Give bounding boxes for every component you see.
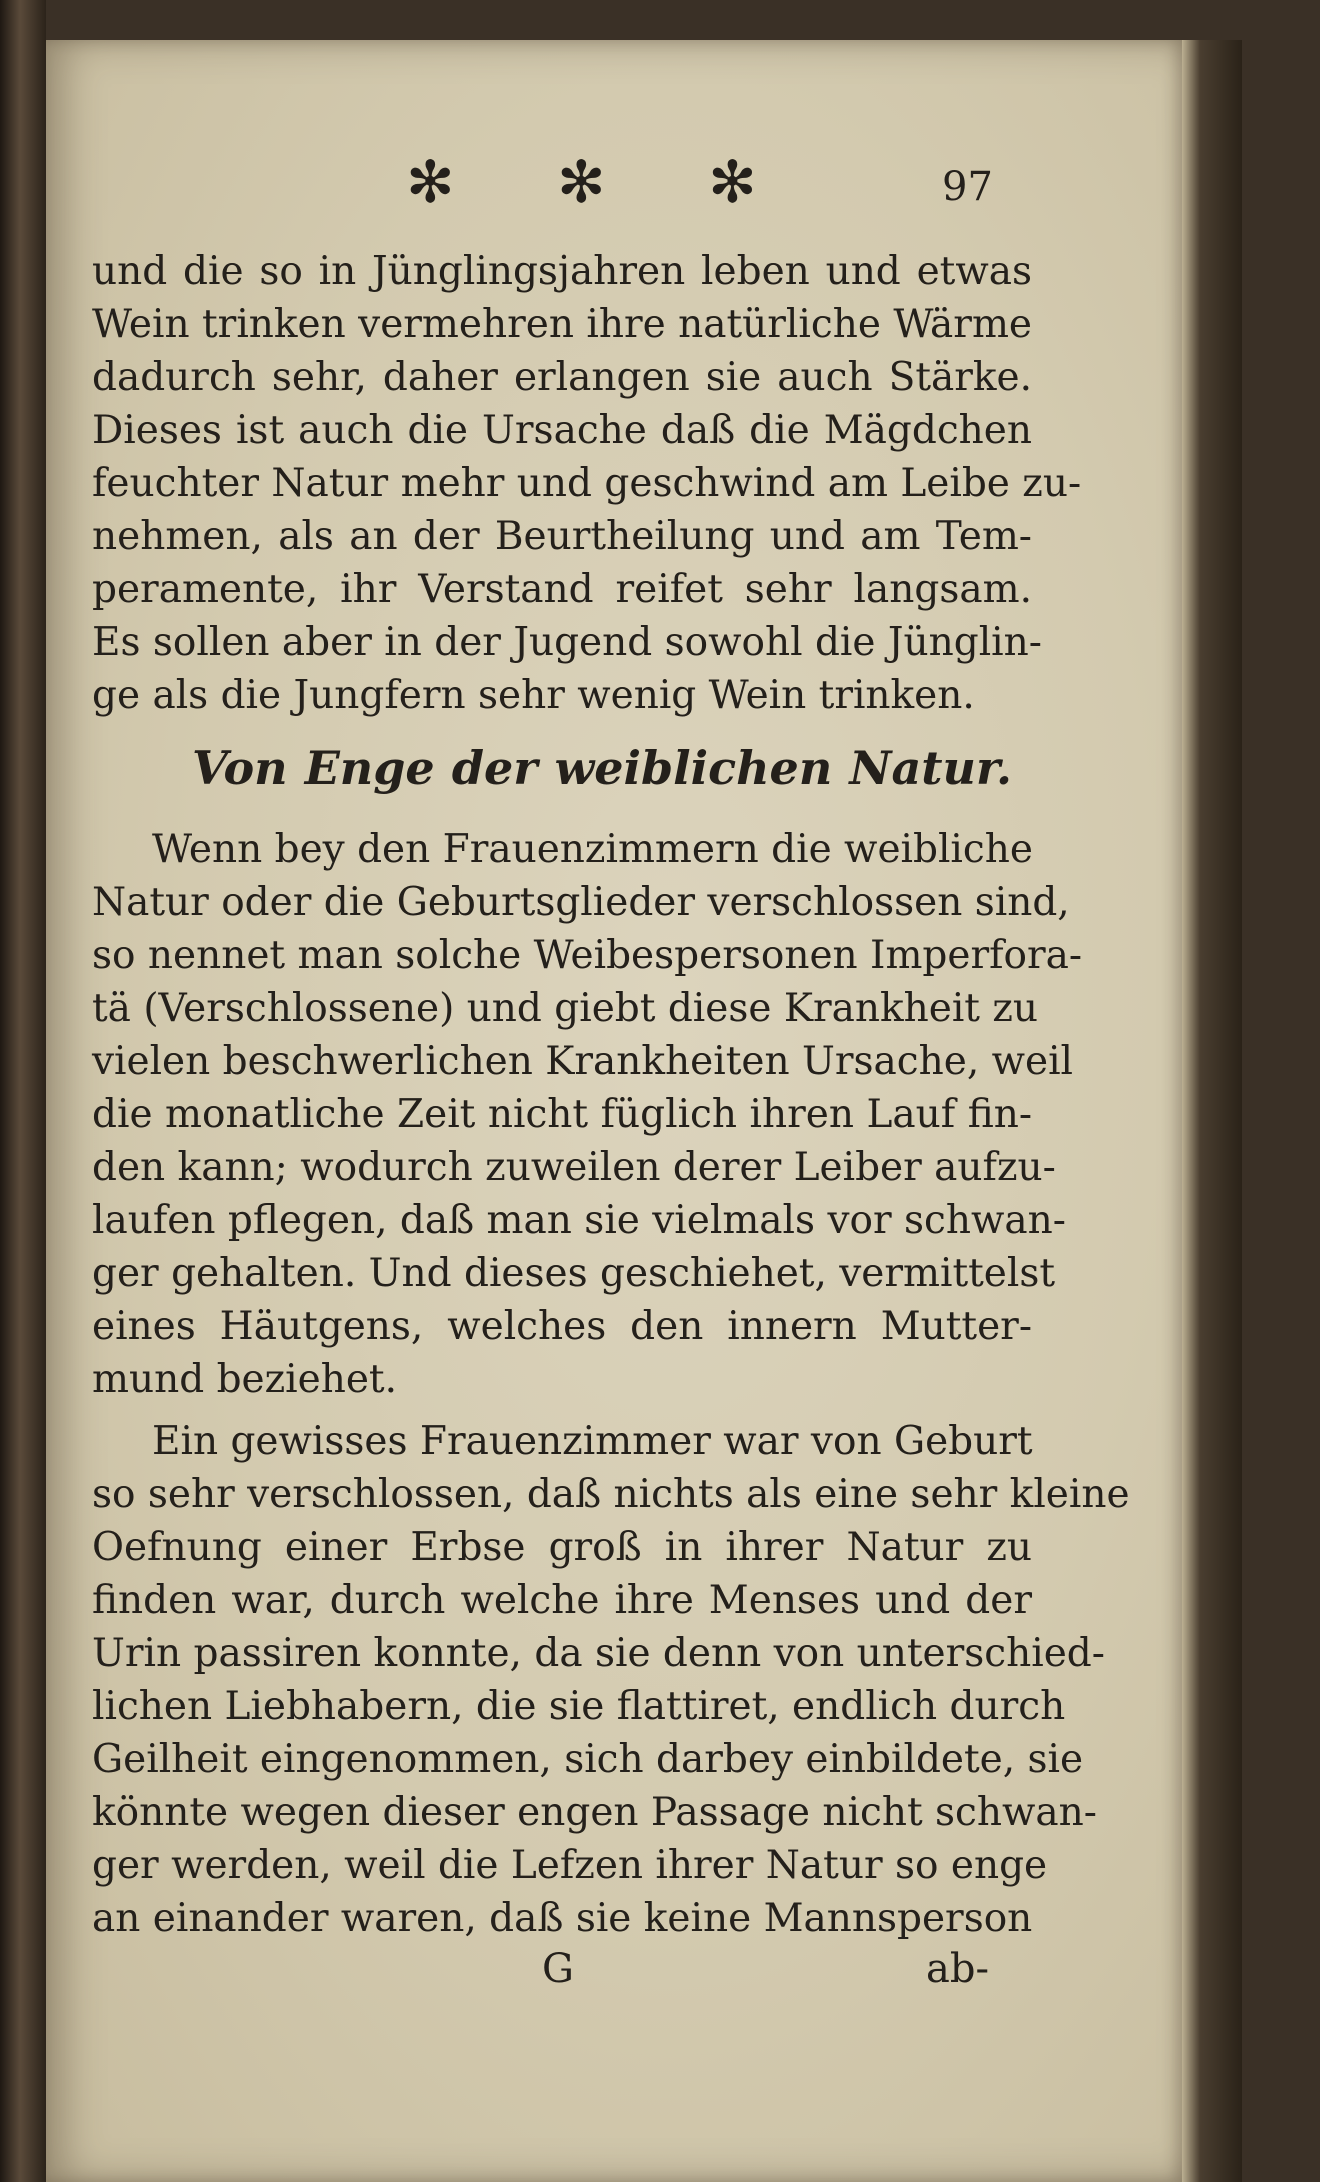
text-line: Urin passiren konnte, da sie denn von unterschied-	[92, 1631, 1105, 1676]
page-number: 97	[942, 164, 993, 210]
book-page	[46, 40, 1182, 2182]
text-line: Wein trinken vermehren ihre natürliche Wärme	[92, 302, 1032, 347]
page-edge	[1182, 40, 1242, 2182]
text-line: so nennet man solche Weibespersonen Imperfora-	[92, 933, 1083, 978]
catchword: ab-	[926, 1946, 989, 1992]
text-line: finden war, durch welche ihre Menses und der	[92, 1578, 1032, 1623]
text-line: laufen pflegen, daß man sie vielmals vor schwan-	[92, 1198, 1066, 1243]
text-line: Ein gewisses Frauenzimmer war von Geburt	[152, 1419, 1033, 1464]
text-line: Natur oder die Geburtsglieder verschlossen sind,	[92, 880, 1070, 925]
text-line: könnte wegen dieser engen Passage nicht schwan-	[92, 1790, 1097, 1835]
book-binding	[0, 0, 46, 2182]
page-header	[46, 148, 1182, 218]
text-line: den kann; wodurch zuweilen derer Leiber aufzu-	[92, 1145, 1056, 1190]
text-line: ge als die Jungfern sehr wenig Wein trinken.	[92, 673, 975, 718]
text-line: lichen Liebhabern, die sie flattiret, endlich durch	[92, 1684, 1066, 1729]
text-line: vielen beschwerlichen Krankheiten Ursache, weil	[92, 1039, 1074, 1084]
text-line: dadurch sehr, daher erlangen sie auch Stärke.	[92, 355, 1032, 400]
ornament-stars: ✻ ✻ ✻	[406, 148, 799, 216]
text-line: ger gehalten. Und dieses geschiehet, vermittelst	[92, 1251, 1056, 1296]
text-line: Oefnung einer Erbse groß in ihrer Natur zu	[92, 1525, 1032, 1570]
text-line: ger werden, weil die Lefzen ihrer Natur so enge	[92, 1843, 1048, 1888]
signature-mark: G	[542, 1946, 574, 1992]
text-line: an einander waren, daß sie keine Mannsperson	[92, 1896, 1033, 1941]
text-line: Dieses ist auch die Ursache daß die Mägdchen	[92, 408, 1032, 453]
text-line: nehmen, als an der Beurtheilung und am Tem-	[92, 514, 1032, 559]
text-line: und die so in Jünglingsjahren leben und etwas	[92, 249, 1032, 294]
text-line: Es sollen aber in der Jugend sowohl die Jünglin-	[92, 620, 1042, 665]
text-line: feuchter Natur mehr und geschwind am Leibe zu-	[92, 461, 1082, 506]
text-line: Wenn bey den Frauenzimmern die weibliche	[152, 827, 1033, 872]
section-heading: Von Enge der weiblichen Natur.	[192, 741, 1012, 795]
text-line: so sehr verschlossen, daß nichts als eine sehr kleine	[92, 1472, 1130, 1517]
text-line: die monatliche Zeit nicht füglich ihren Lauf fin-	[92, 1092, 1032, 1137]
text-line: eines Häutgens, welches den innern Mutter-	[92, 1304, 1032, 1349]
text-line: tä (Verschlossene) und giebt diese Krankheit zu	[92, 986, 1039, 1031]
text-line: mund beziehet.	[92, 1357, 397, 1402]
text-line: peramente, ihr Verstand reifet sehr langsam.	[92, 567, 1032, 612]
text-line: Geilheit eingenommen, sich darbey einbildete, sie	[92, 1737, 1084, 1782]
